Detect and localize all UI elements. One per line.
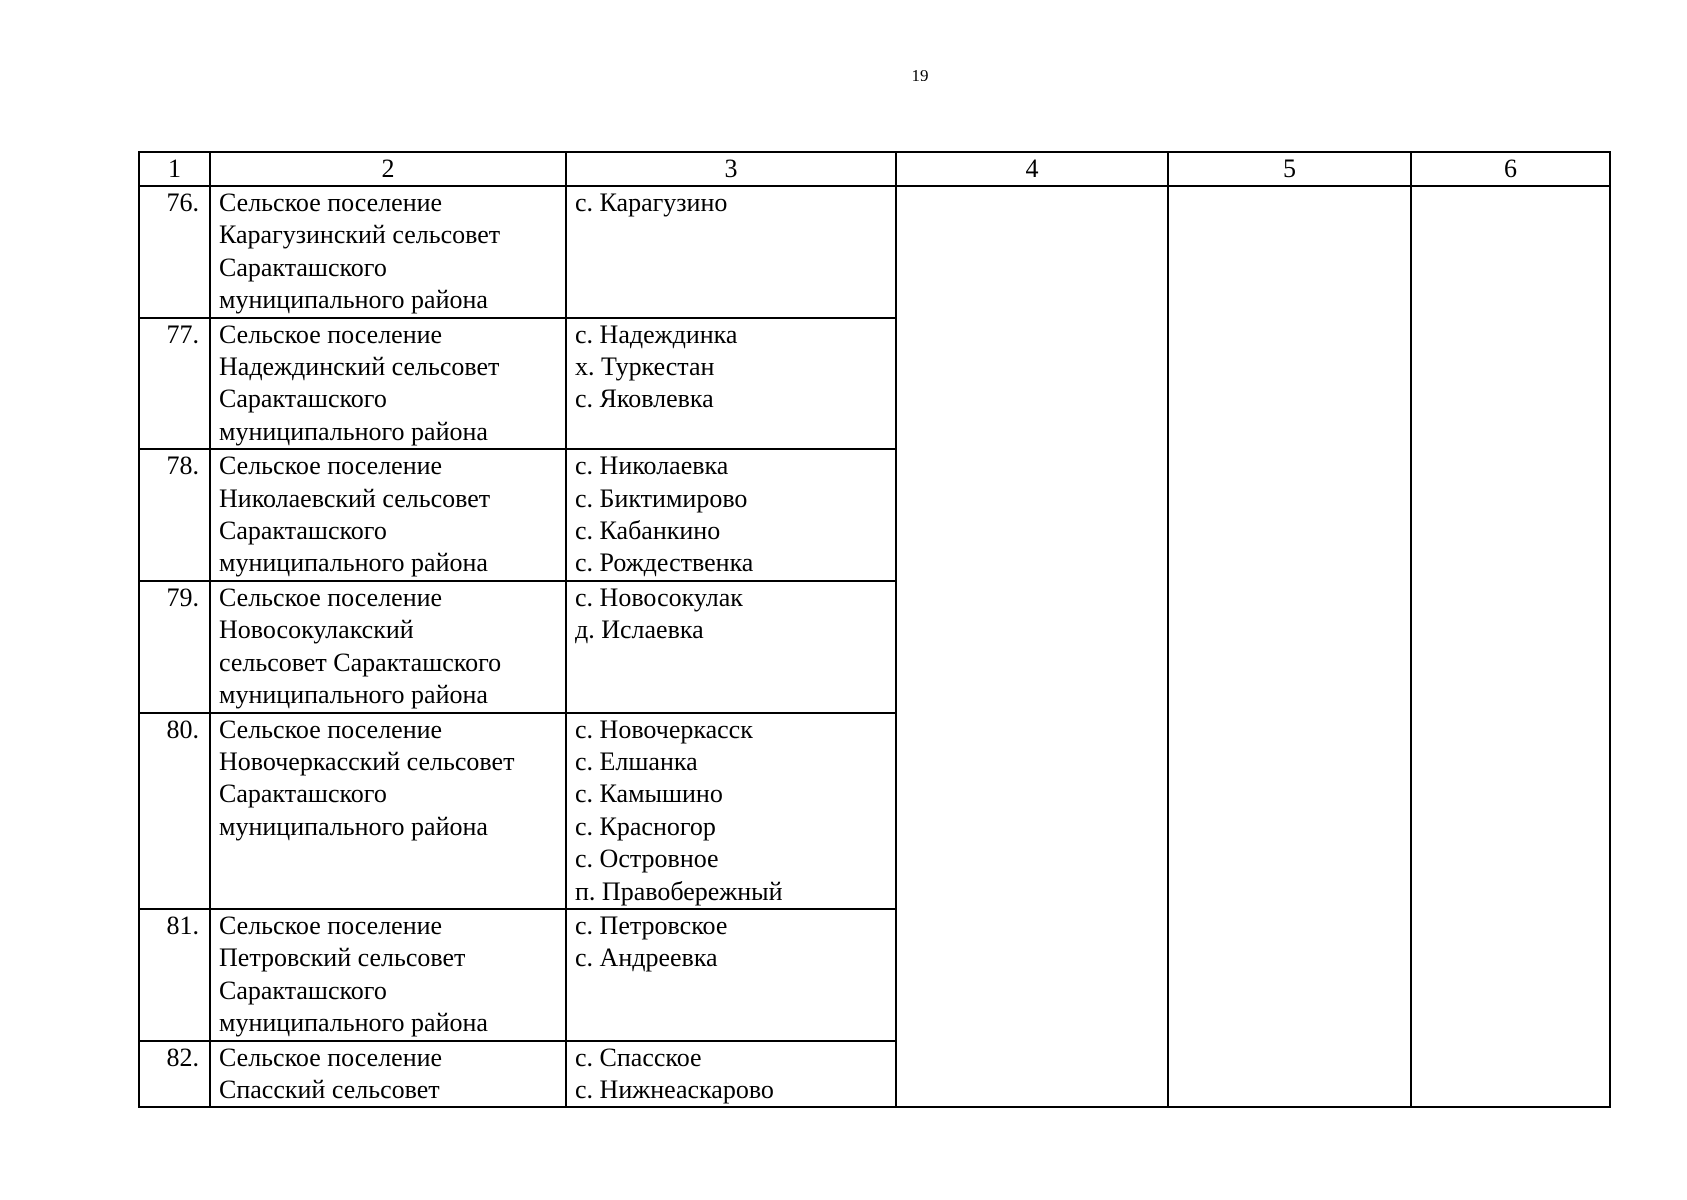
settlement-name-line: Саракташского (219, 252, 387, 282)
settlement-name-line: Надеждинский сельсовет (219, 352, 500, 382)
settlement-name-line: Сельское поселение (219, 188, 443, 217)
page-number: 19 (911, 66, 929, 85)
column-header: 4 (896, 152, 1168, 186)
settlement-name-line: муниципального района (219, 548, 488, 578)
settlement-name-line: Сельское поселение (219, 714, 443, 744)
row-number: 82. (139, 1041, 210, 1108)
table-header-row (139, 152, 1610, 186)
locality: с. Красногор (575, 811, 716, 841)
column-header: 1 (139, 152, 210, 186)
settlement-name-line: муниципального района (219, 680, 488, 710)
settlement-name-line: Саракташского (219, 384, 387, 414)
settlement-name-line: муниципального района (219, 416, 488, 446)
settlement-name-line: Новочеркасский сельсовет (219, 746, 515, 776)
settlement-name-cell (210, 581, 566, 713)
settlement-name-cell (210, 1041, 566, 1108)
locality: с. Нижнеаскарово (575, 1074, 774, 1104)
settlement-name-line: муниципального района (219, 285, 488, 315)
localities-cell (566, 186, 896, 318)
settlement-name-line: Саракташского (219, 516, 387, 546)
row-number: 80. (139, 713, 210, 909)
locality: с. Новочеркасск (575, 714, 753, 744)
locality: с. Елшанка (575, 746, 698, 776)
locality: с. Андреевка (575, 943, 718, 973)
localities-cell (566, 713, 896, 909)
settlement-name-cell (210, 186, 566, 318)
settlement-name-line: Новосокулакский (219, 615, 414, 645)
settlement-name-line: Спасский сельсовет (219, 1074, 440, 1104)
locality: п. Правобережный (575, 876, 783, 906)
column-header: 3 (566, 152, 896, 186)
settlement-name-line: Сельское поселение (219, 582, 443, 612)
locality: с. Спасское (575, 1042, 702, 1072)
localities-cell (566, 581, 896, 713)
settlement-name-line: Саракташского (219, 975, 387, 1005)
locality: с. Карагузино (575, 188, 728, 217)
row-number: 81. (139, 909, 210, 1041)
settlement-name-cell (210, 713, 566, 909)
column-4-cell (896, 186, 1168, 1107)
locality: с. Островное (575, 844, 719, 874)
locality: с. Николаевка (575, 451, 729, 481)
settlement-name-line: Сельское поселение (219, 451, 443, 481)
column-header: 5 (1168, 152, 1411, 186)
locality: с. Кабанкино (575, 516, 721, 546)
settlement-name-line: Петровский сельсовет (219, 943, 466, 973)
settlement-name-line: сельсовет Саракташского (219, 647, 502, 677)
table-row (139, 186, 1610, 318)
locality: с. Рождественка (575, 548, 754, 578)
localities-cell (566, 318, 896, 450)
column-header: 2 (210, 152, 566, 186)
settlement-name-line: Сельское поселение (219, 319, 443, 349)
locality: х. Туркестан (575, 352, 715, 382)
locality: с. Камышино (575, 779, 723, 809)
locality: с. Яковлевка (575, 384, 714, 414)
locality: д. Ислаевка (575, 615, 704, 645)
row-number: 79. (139, 581, 210, 713)
settlement-name-line: Сельское поселение (219, 1042, 443, 1072)
settlement-name-line: Николаевский сельсовет (219, 483, 491, 513)
settlement-name-cell (210, 909, 566, 1041)
settlement-name-cell (210, 318, 566, 450)
localities-cell (566, 449, 896, 581)
column-6-cell (1411, 186, 1610, 1107)
column-header: 6 (1411, 152, 1610, 186)
settlements-table (138, 151, 1611, 1108)
locality: с. Петровское (575, 910, 728, 940)
localities-cell (566, 1041, 896, 1108)
locality: с. Надеждинка (575, 319, 738, 349)
settlement-name-line: Саракташского (219, 779, 387, 809)
locality: с. Биктимирово (575, 483, 748, 513)
locality: с. Новосокулак (575, 582, 743, 612)
settlement-name-line: Карагузинский сельсовет (219, 220, 501, 250)
localities-cell (566, 909, 896, 1041)
settlement-name-cell (210, 449, 566, 581)
row-number: 77. (139, 318, 210, 450)
row-number: 78. (139, 449, 210, 581)
settlement-name-line: муниципального района (219, 811, 488, 841)
settlement-name-line: Сельское поселение (219, 910, 443, 940)
column-5-cell (1168, 186, 1411, 1107)
row-number: 76. (139, 186, 210, 318)
settlement-name-line: муниципального района (219, 1008, 488, 1038)
